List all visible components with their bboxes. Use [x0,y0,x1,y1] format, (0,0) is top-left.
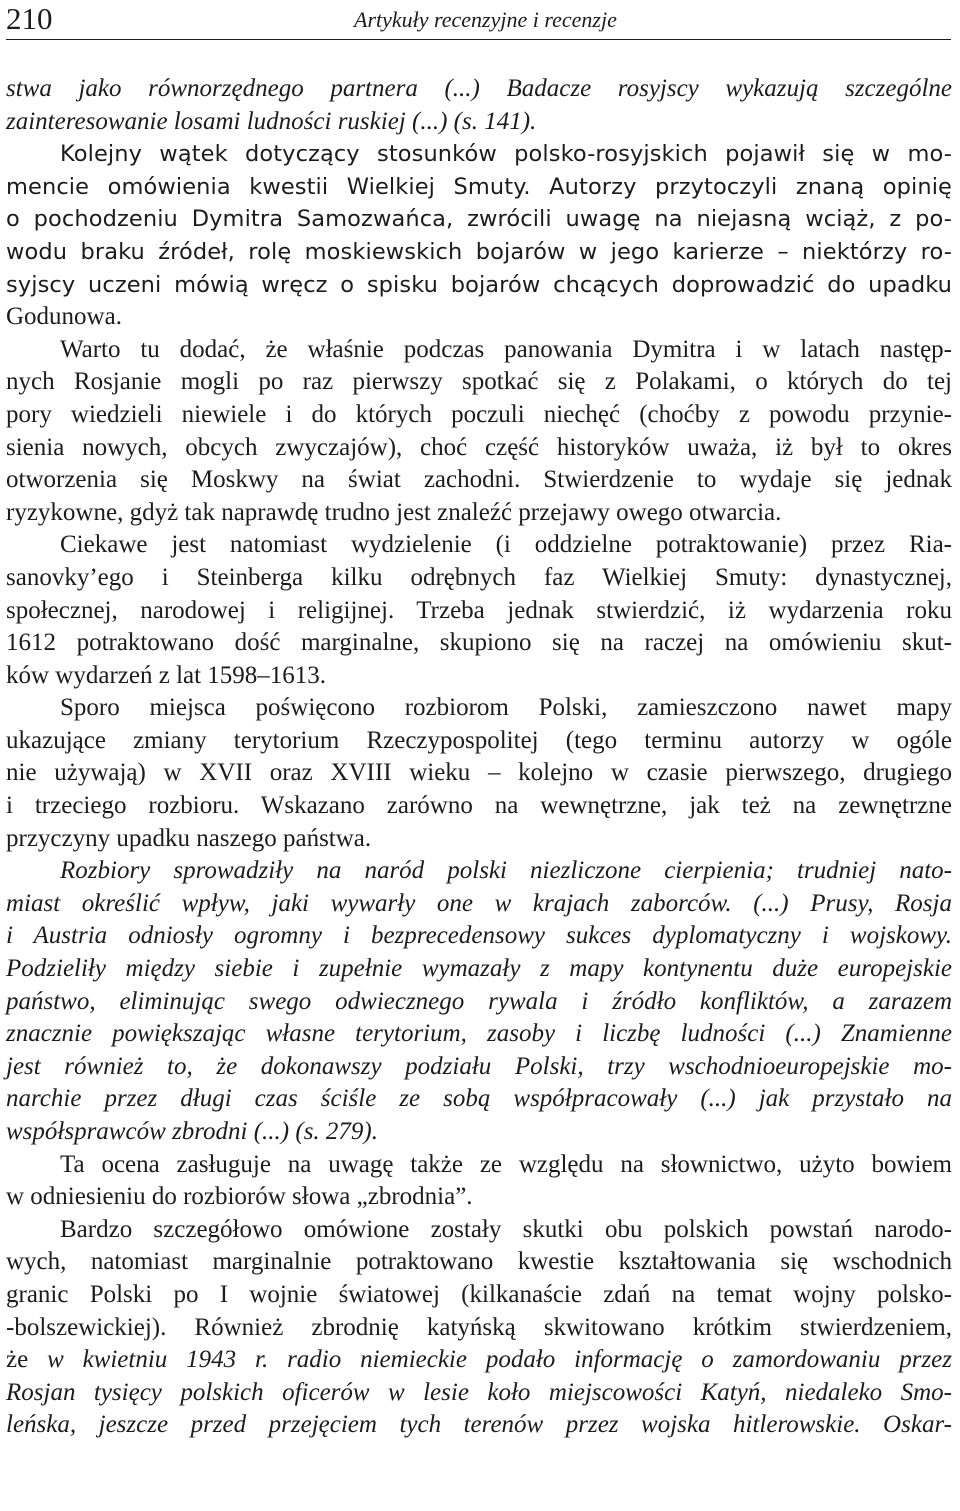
text-line: Ta ocena zasługuje na uwagę także ze względu na słownictwo, użyto bowiem [60,1150,952,1178]
running-title: Artykuły recenzyjne i recenzje [354,7,617,32]
text-line: Warto tu dodać, że właśnie podczas panowania Dymitra i w latach następ- [60,335,952,363]
italic-run: w kwietniu 1943 r. radio niemieckie podało informację o zamordowaniu przez [47,1346,952,1374]
text-line: ukazujące zmiany terytorium Rzeczypospolitej (tego terminu autorzy w ogóle [6,726,952,754]
header-rule [6,39,951,40]
text-line: ryzykowne, gdyż tak naprawdę trudno jest znaleźć przejawy owego otwarcia. [6,498,782,526]
text-line: jest również to, że dokonawszy podziału Polski, trzy wschodnioeuropejskie mo- [6,1052,952,1080]
text-line: sienia nowych, obcych zwyczajów), choć część historyków uważa, iż był to okres [6,433,952,461]
text-line: Podzieliły między siebie i zupełnie wymazały z mapy kontynentu duże europejskie [6,955,952,983]
text-line: -bolszewickiej). Również zbrodnię katyńską skwitowano krótkim stwierdzeniem, [6,1313,952,1341]
text-line: leńska, jeszcze przed przejęciem tych terenów przez wojska hitlerowskie. Oskar- [6,1411,952,1439]
text-line: współsprawców zbrodni (...) (s. 279). [6,1118,379,1145]
paragraph [6,334,952,530]
paragraph [6,529,952,692]
paragraph [6,855,952,1148]
text-line: Godunowa. [6,303,122,331]
paragraph [6,1149,952,1214]
text-line: granic Polski po I wojnie światowej (kilkanaście zdań na temat wojny polsko- [6,1280,952,1308]
text-line [6,1344,952,1377]
text-line: Kolejny wątek dotyczący stosunków polsko-rosyjskich pojawił się w mo- [60,141,952,168]
text-run: że [6,1346,48,1374]
paragraph [6,1214,952,1442]
text-line: 1612 potraktowano dość marginalne, skupiono się na raczej na omówieniu skut- [6,629,952,657]
text-line: nych Rosjanie mogli po raz pierwszy spotkać się z Polakami, o których do tej [6,368,952,396]
text-line: Bardzo szczegółowo omówione zostały skutki obu polskich powstań narodo- [60,1215,952,1243]
text-line: miast określić wpływ, jaki wywarły one w krajach zaborców. (...) Prusy, Rosja [6,889,952,917]
text-line: zainteresowanie losami ludności ruskiej (...) (s. 141). [6,107,537,135]
text-line: Sporo miejsca poświęcono rozbiorom Polski, zamieszczono nawet mapy [60,694,952,722]
text-line: pory wiedzieli niewiele i do których poczuli niechęć (choćby z powodu przynie- [6,400,952,428]
text-line: o pochodzeniu Dymitra Samozwańca, zwrócili uwagę na niejasną wciąż, z po- [6,206,952,233]
text-line: społecznej, narodowej i religijnej. Trzeba jednak stwierdzić, iż wydarzenia roku [6,596,952,624]
text-line: otworzenia się Moskwy na świat zachodni. Stwierdzenie to wydaje się jednak [6,466,952,494]
text-line: i Austria odniosły ogromny i bezprecedensowy sukces dyplomatyczny i wojskowy. [6,922,952,950]
text-line: sanovky’ego i Steinberga kilku odrębnych faz Wielkiej Smuty: dynastycznej, [6,563,952,591]
text-line: nie używają) w XVII oraz XVIII wieku – kolejno w czasie pierwszego, drugiego [6,759,952,787]
paragraph [6,73,952,138]
text-line: Ciekawe jest natomiast wydzielenie (i oddzielne potraktowanie) przez Ria- [60,531,952,559]
text-line: Rosjan tysięcy polskich oficerów w lesie koło miejscowości Katyń, niedaleko Smo- [6,1378,952,1406]
text-line: w odniesieniu do rozbiorów słowa „zbrodnia”. [6,1183,473,1211]
page-header [6,2,951,36]
text-line: państwo, eliminując swego odwiecznego rywala i źródło konfliktów, a zarazem [6,987,952,1015]
text-line: i trzeciego rozbioru. Wskazano zarówno na wewnętrzne, jak też na zewnętrzne [6,792,952,820]
article-body [6,73,952,1442]
text-line: ków wydarzeń z lat 1598–1613. [6,661,327,689]
text-line: mencie omówienia kwestii Wielkiej Smuty. Autorzy przytoczyli znaną opinię [6,173,952,200]
text-line: wych, natomiast marginalnie potraktowano kwestie kształtowania się wschodnich [6,1248,952,1276]
text-line: znacznie powiększając własne terytorium, zasoby i liczbę ludności (...) Znamienne [6,1020,952,1048]
paragraph [6,138,952,334]
text-line: syjscy uczeni mówią wręcz o spisku bojarów chcących doprowadzić do upadku [6,271,952,298]
text-line: stwa jako równorzędnego partnera (...) Badacze rosyjscy wykazują szczególne [6,75,952,102]
text-line: narchie przez długi czas ściśle ze sobą współpracowały (...) jak przystało na [6,1085,952,1113]
text-line: Rozbiory sprowadziły na naród polski niezliczone cierpienia; trudniej nato- [60,857,952,885]
text-line: przyczyny upadku naszego państwa. [6,824,372,852]
page-number: 210 [6,1,53,36]
paragraph [6,692,952,855]
text-line: wodu braku źródeł, rolę moskiewskich bojarów w jego karierze – niektórzy ro- [6,238,952,265]
